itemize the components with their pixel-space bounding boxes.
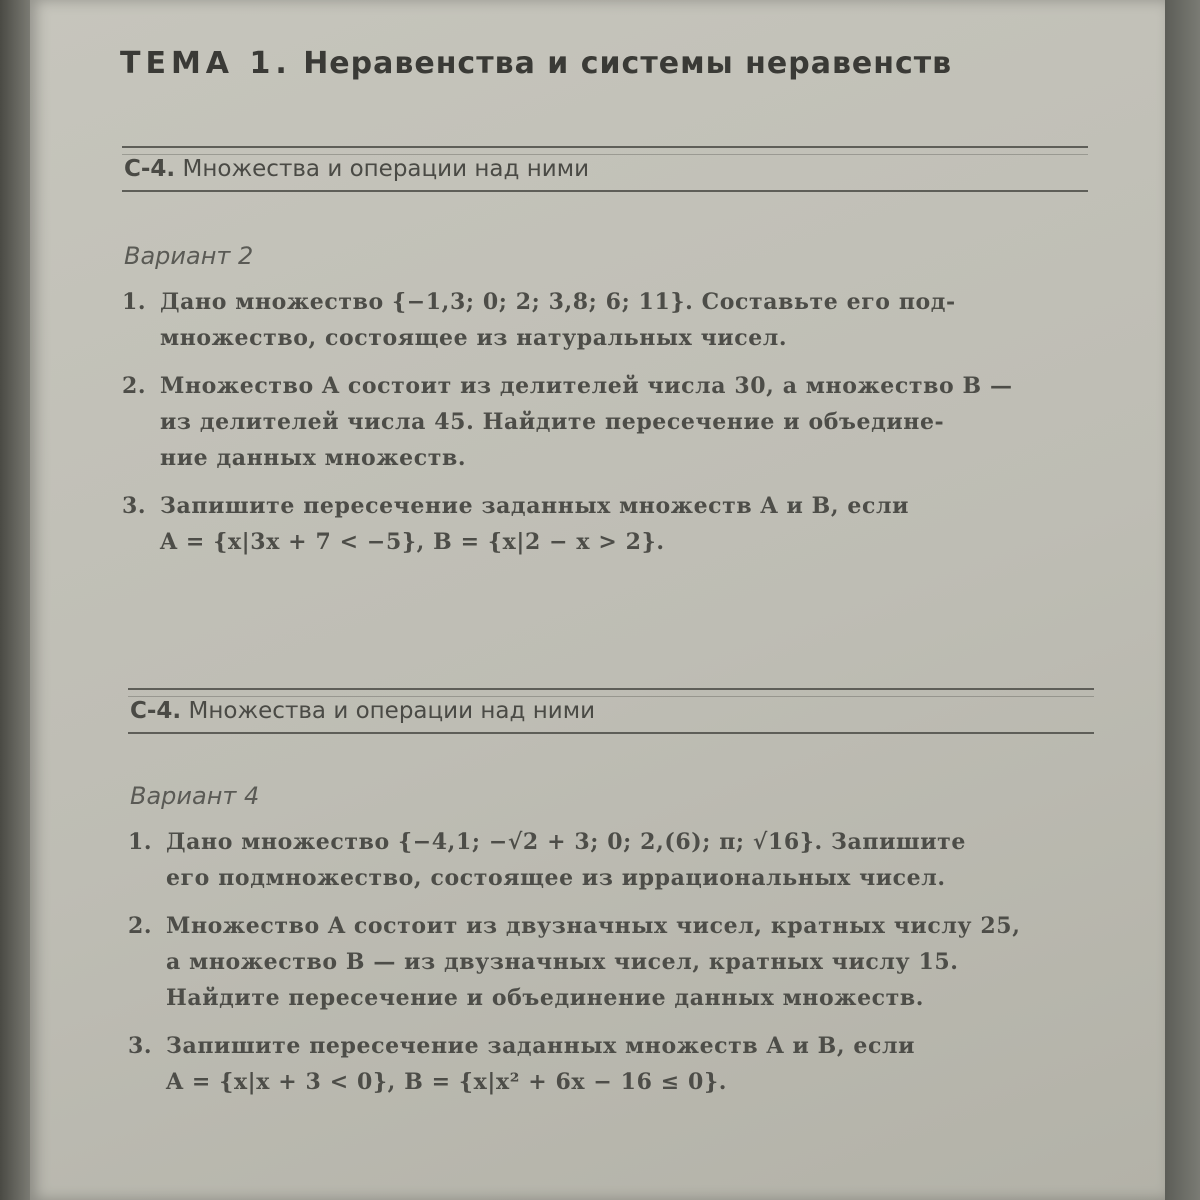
next-page-edge bbox=[1165, 0, 1200, 1200]
task-text bbox=[166, 824, 1094, 896]
section-code: С-4. bbox=[124, 156, 176, 182]
topic-number: ТЕМА 1. bbox=[120, 46, 292, 81]
task-line: Найдите пересечение и объединение данных множеств. bbox=[166, 985, 925, 1011]
task-line: Запишите пересечение заданных множеств A и B, если bbox=[166, 1033, 915, 1059]
task-1 bbox=[128, 824, 1094, 896]
section-variant-2 bbox=[122, 146, 1088, 572]
task-3 bbox=[122, 488, 1088, 560]
task-line: а множество B — из двузначных чисел, кратных числу 15. bbox=[166, 949, 959, 975]
task-line: Дано множество {−4,1; −√2 + 3; 0; 2,(6); π; √16}. Запишите bbox=[166, 829, 966, 855]
task-number: 2. bbox=[128, 913, 153, 939]
task-number: 1. bbox=[128, 829, 153, 855]
task-2 bbox=[122, 368, 1088, 476]
task-line: из делителей числа 45. Найдите пересечение и объедине- bbox=[160, 409, 945, 435]
page-title bbox=[120, 46, 952, 81]
section-header bbox=[122, 146, 1088, 192]
task-line: его подмножество, состоящее из иррациональных чисел. bbox=[166, 865, 946, 891]
task-number: 3. bbox=[122, 493, 147, 519]
task-1 bbox=[122, 284, 1088, 356]
section-title: Множества и операции над ними bbox=[188, 698, 596, 724]
variant-label: Вариант 4 bbox=[130, 782, 260, 810]
variant-label: Вариант 2 bbox=[124, 242, 254, 270]
section-title: Множества и операции над ними bbox=[182, 156, 590, 182]
task-line: A = {x|3x + 7 < −5}, B = {x|2 − x > 2}. bbox=[160, 529, 665, 555]
section-variant-4 bbox=[128, 688, 1094, 1112]
task-text bbox=[166, 908, 1094, 1016]
task-text bbox=[160, 488, 1088, 560]
book-page bbox=[30, 0, 1165, 1200]
task-3 bbox=[128, 1028, 1094, 1100]
task-line: ние данных множеств. bbox=[160, 445, 467, 471]
task-line: множество, состоящее из натуральных чисел. bbox=[160, 325, 788, 351]
task-line: Множество A состоит из двузначных чисел, кратных числу 25, bbox=[166, 913, 1021, 939]
task-text bbox=[160, 284, 1088, 356]
topic-title: Неравенства и системы неравенств bbox=[303, 46, 953, 81]
task-line: Множество A состоит из делителей числа 30, а множество B — bbox=[160, 373, 1013, 399]
task-text bbox=[160, 368, 1088, 476]
task-line: A = {x|x + 3 < 0}, B = {x|x² + 6x − 16 ≤ 0}. bbox=[166, 1069, 727, 1095]
task-line: Дано множество {−1,3; 0; 2; 3,8; 6; 11}. Составьте его под- bbox=[160, 289, 956, 315]
task-number: 2. bbox=[122, 373, 147, 399]
task-2 bbox=[128, 908, 1094, 1016]
section-code: С-4. bbox=[130, 698, 182, 724]
task-line: Запишите пересечение заданных множеств A и B, если bbox=[160, 493, 909, 519]
task-number: 3. bbox=[128, 1033, 153, 1059]
section-header bbox=[128, 688, 1094, 734]
task-number: 1. bbox=[122, 289, 147, 315]
task-text bbox=[166, 1028, 1094, 1100]
